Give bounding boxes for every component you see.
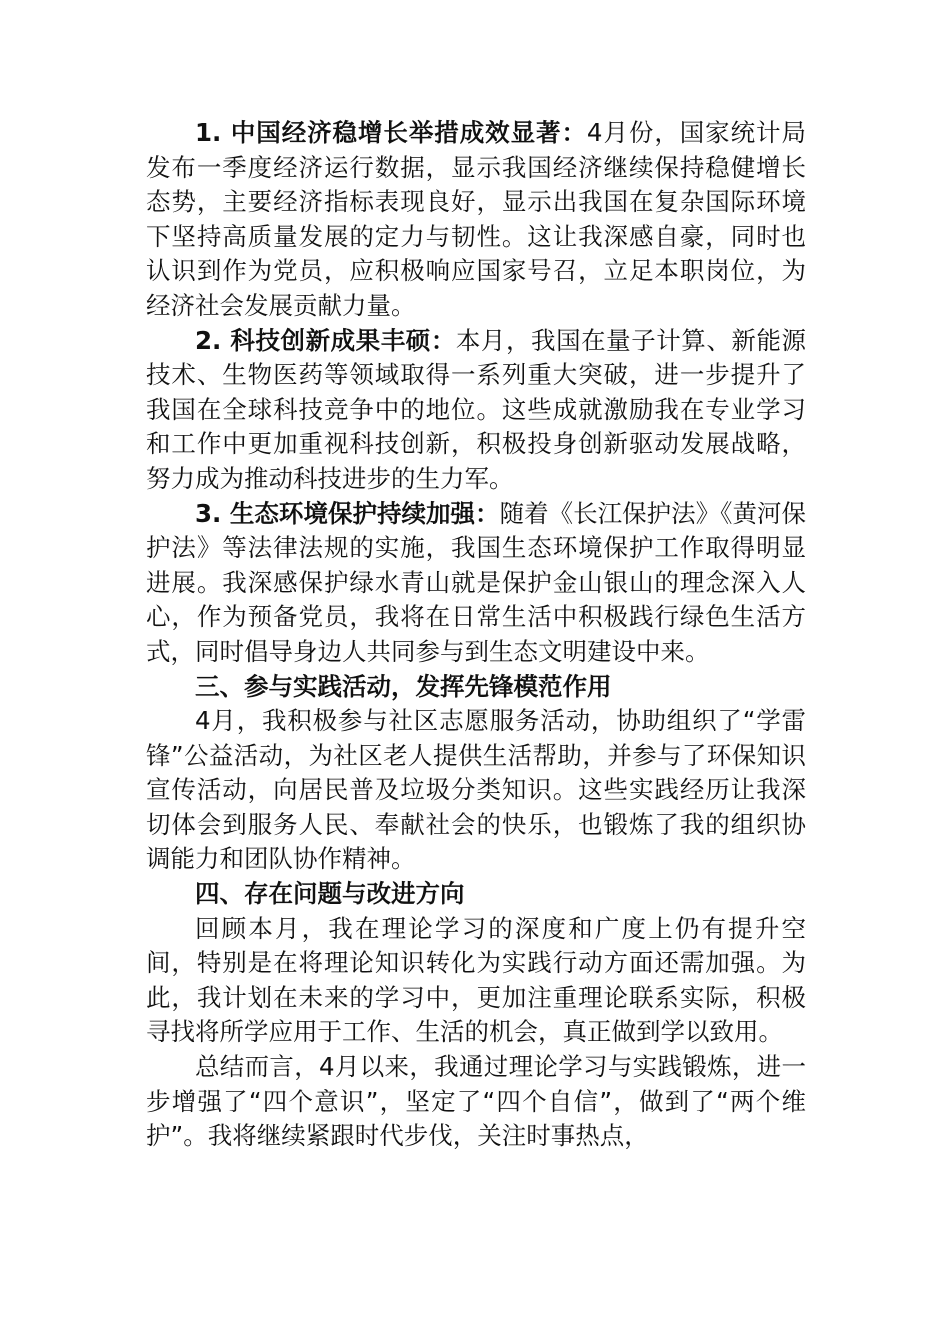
paragraph-technology-text: 本月，我国在量子计算、新能源技术、生物医药等领域取得一系列重大突破，进一步提升了我国在全球科技竞争中的地位。这些成就激励我在专业学习和工作中更加重视科技创新，积极投身创新驱动发展战略，努力成为推动科技进步的生力军。 (146, 325, 807, 493)
paragraph-economy-heading: 1. 中国经济稳增长举措成效显著： (195, 118, 587, 147)
paragraph-ecology (146, 497, 806, 670)
section-heading-practice: 三、参与实践活动，发挥先锋模范作用 (195, 671, 612, 701)
document-body (146, 116, 806, 1154)
paragraph-economy-text: 4月份，国家统计局发布一季度经济运行数据，显示我国经济继续保持稳健增长态势，主要经济指标表现良好，显示出我国在复杂国际环境下坚持高质量发展的定力与韧性。这让我深感自豪，同时也认识到作为党员，应积极响应国家号召，立足本职岗位，为经济社会发展贡献力量。 (146, 118, 806, 320)
paragraph-economy (146, 116, 806, 324)
paragraph-practice: 4月，我积极参与社区志愿服务活动，协助组织了“学雷锋”公益活动，为社区老人提供生活帮助，并参与了环保知识宣传活动，向居民普及垃圾分类知识。这些实践经历让我深切体会到服务人民、奉献社会的快乐，也锻炼了我的组织协调能力和团队协作精神。 (146, 706, 806, 874)
section-heading-problems: 四、存在问题与改进方向 (195, 879, 465, 909)
paragraph-problems: 回顾本月，我在理论学习的深度和广度上仍有提升空间，特别是在将理论知识转化为实践行动方面还需加强。为此，我计划在未来的学习中，更加注重理论联系实际，积极寻找将所学应用于工作、生活的机会，真正做到学以致用。 (146, 913, 806, 1047)
paragraph-ecology-text: 随着《长江保护法》《黄河保护法》等法律法规的实施，我国生态环境保护工作取得明显进展。我深感保护绿水青山就是保护金山银山的理念深入人心，作为预备党员，我将在日常生活中积极践行绿色生活方式，同时倡导身边人共同参与到生态文明建设中来。 (146, 498, 806, 666)
paragraph-technology-heading: 2. 科技创新成果丰硕： (195, 325, 456, 355)
paragraph-technology (146, 324, 806, 497)
paragraph-summary: 总结而言，4月以来，我通过理论学习与实践锻炼，进一步增强了“四个意识”，坚定了“四个自信”，做到了“两个维护”。我将继续紧跟时代步伐，关注时事热点， (146, 1052, 806, 1151)
paragraph-ecology-heading: 3. 生态环境保护持续加强： (195, 498, 500, 528)
